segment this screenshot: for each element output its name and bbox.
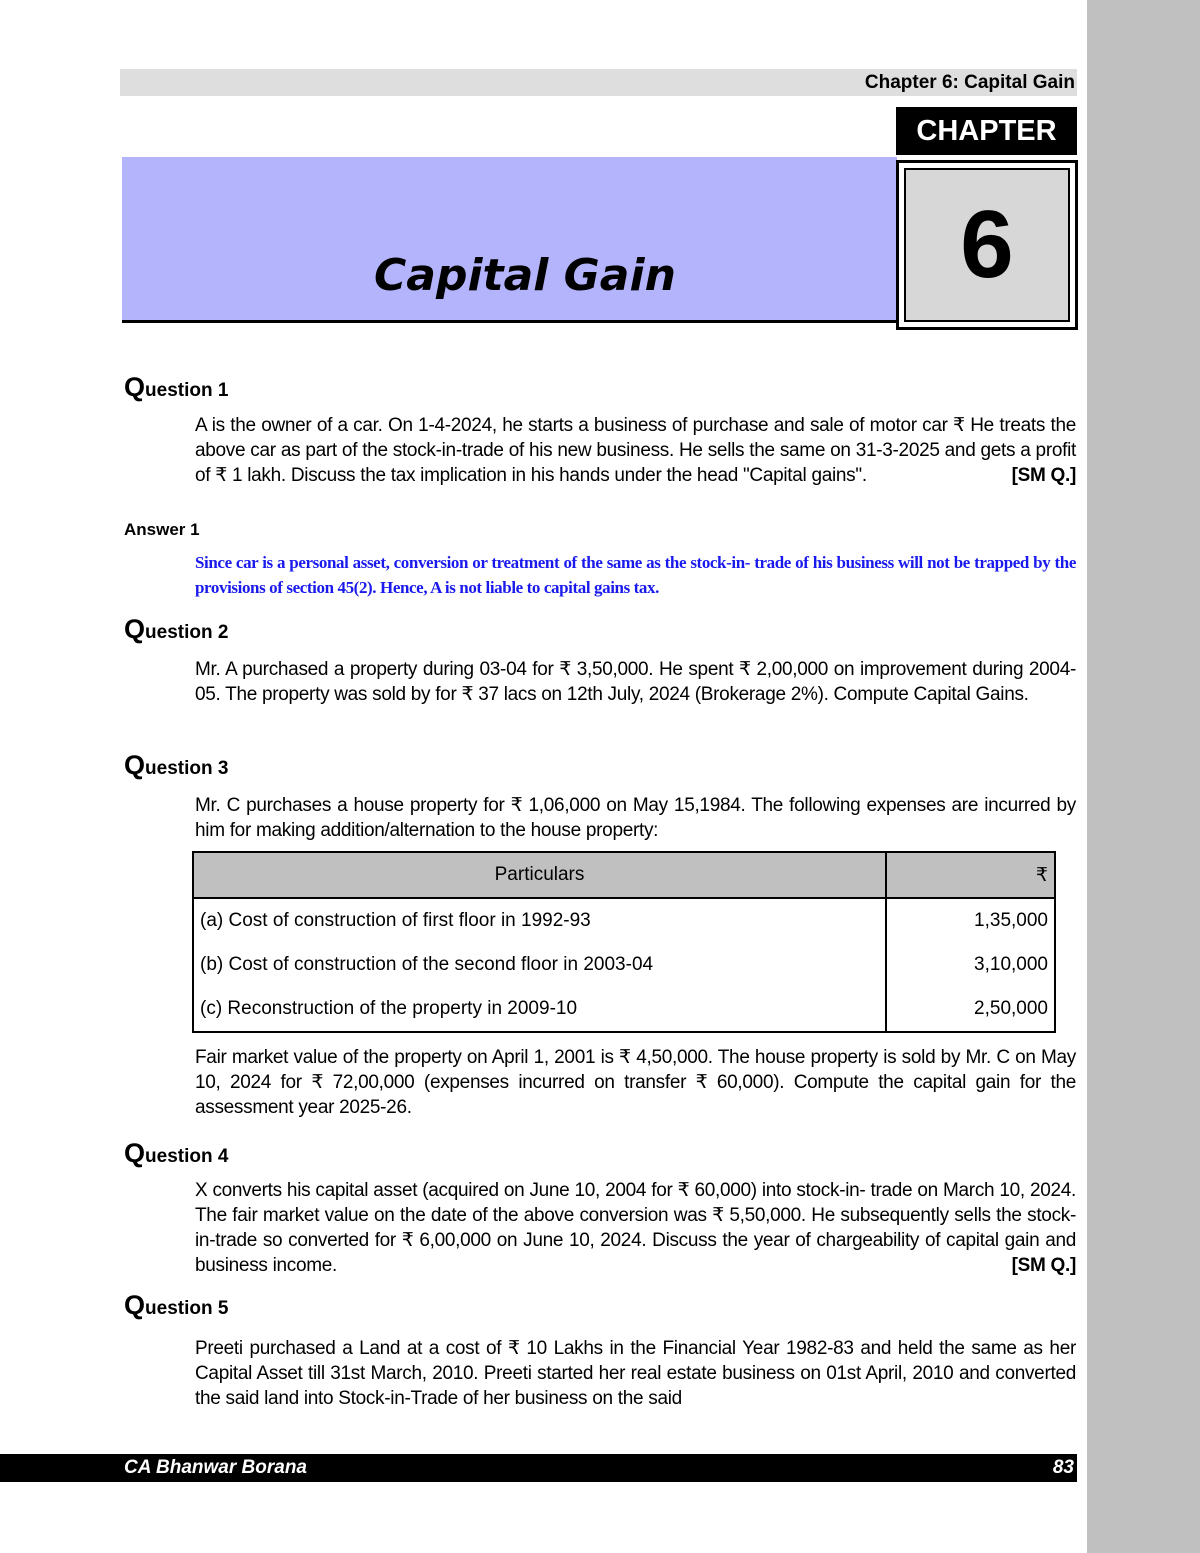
question-body: Fair market value of the property on April 1, 2001 is ₹ 4,50,000. The house property is sold by Mr. C on May 10, 2024 for ₹ 72,00,000 (expenses incurred on transfer ₹ 60,000). Compute the capital gain for the assessment year 2025-26. — [195, 1047, 1076, 1118]
header-particulars: Particulars — [193, 852, 886, 898]
question-body: Mr. A purchased a property during 03-04 for ₹ 3,50,000. He spent ₹ 2,00,000 on improvement during 2004-05. The property was sold by for ₹ 37 lacs on 12th July, 2024 (Brokerage 2%). Compute Capital Gains. — [195, 659, 1076, 705]
question-body: A is the owner of a car. On 1-4-2024, he starts a business of purchase and sale of motor car ₹ He treats the above car as part of the stock-in-trade of his new business. He sells the same on 31-3-2025 and gets a profit of ₹ 1 lakh. Discuss the tax implication in his hands under the head "Capital gains". — [195, 415, 1076, 486]
question-body: Preeti purchased a Land at a cost of ₹ 10 Lakhs in the Financial Year 1982-83 and held the same as her Capital Asset till 31st March, 2010. Preeti started her real estate business on 01st April, 2010 and converted the said land into Stock-in-Trade of her business on the said — [195, 1338, 1076, 1409]
question-initial: Q — [124, 1138, 146, 1168]
question-text — [195, 657, 1076, 707]
row-amount: 2,50,000 — [886, 987, 1055, 1032]
question-body: Mr. C purchases a house property for ₹ 1,06,000 on May 15,1984. The following expenses are incurred by him for making addition/alternation to the house property: — [195, 795, 1076, 841]
question-text — [195, 1178, 1076, 1278]
chapter-number-inner — [904, 168, 1070, 322]
running-header — [120, 69, 1077, 96]
answer-heading: Answer 1 — [124, 520, 200, 539]
chapter-title: Capital Gain — [374, 250, 676, 301]
side-margin-bar — [1087, 0, 1200, 1553]
running-title: Chapter 6: Capital Gain — [864, 72, 1075, 93]
question-text — [195, 793, 1076, 843]
chapter-number: 6 — [960, 191, 1014, 298]
question-heading — [124, 750, 228, 781]
row-particular: (b) Cost of construction of the second floor in 2003-04 — [193, 943, 886, 987]
chapter-number-box — [896, 160, 1078, 330]
question-body: X converts his capital asset (acquired on June 10, 2004 for ₹ 60,000) into stock-in- trade on March 10, 2024. The fair market value on the date of the above conversion was ₹ 5,50,000. He subsequently sells the stock-in-trade so converted for ₹ 6,00,000 on June 10, 2024. Discuss the year of chargeability of capital gain and business income. — [195, 1180, 1076, 1276]
question-initial: Q — [124, 750, 146, 780]
question-label: uestion 3 — [145, 758, 229, 779]
question-text — [195, 413, 1076, 488]
row-amount: 3,10,000 — [886, 943, 1055, 987]
row-amount: 1,35,000 — [886, 898, 1055, 943]
question-text — [195, 1336, 1076, 1411]
page-footer — [0, 1454, 1077, 1482]
header-amount: ₹ — [886, 852, 1055, 898]
question-label: uestion 5 — [145, 1298, 229, 1319]
row-particular: (c) Reconstruction of the property in 2009-10 — [193, 987, 886, 1032]
question-heading — [124, 1290, 228, 1321]
answer-text: Since car is a personal asset, conversion or treatment of the same as the stock-in- trade of his business will not be trapped by the provisions of section 45(2). Hence, A is not liable to capital gains tax. — [195, 553, 1076, 597]
table-header-row — [193, 852, 1055, 898]
table-row — [193, 987, 1055, 1032]
question-label: uestion 1 — [145, 380, 229, 401]
table-row — [193, 898, 1055, 943]
chapter-label: CHAPTER — [896, 107, 1077, 155]
question-label: uestion 2 — [145, 622, 229, 643]
question-heading — [124, 372, 228, 403]
question-continuation — [195, 1045, 1076, 1120]
source-reference: [SM Q.] — [1011, 465, 1076, 486]
footer-author: CA Bhanwar Borana — [124, 1457, 307, 1478]
page-number: 83 — [1052, 1457, 1074, 1478]
chapter-title-band — [122, 157, 897, 323]
expenses-table — [192, 851, 1056, 1033]
question-heading — [124, 1138, 228, 1169]
question-initial: Q — [124, 614, 146, 644]
source-reference: [SM Q.] — [1011, 1255, 1076, 1276]
table-row — [193, 943, 1055, 987]
question-initial: Q — [124, 372, 146, 402]
question-label: uestion 4 — [145, 1146, 229, 1167]
question-initial: Q — [124, 1290, 146, 1320]
question-heading — [124, 614, 228, 645]
row-particular: (a) Cost of construction of first floor in 1992-93 — [193, 898, 886, 943]
